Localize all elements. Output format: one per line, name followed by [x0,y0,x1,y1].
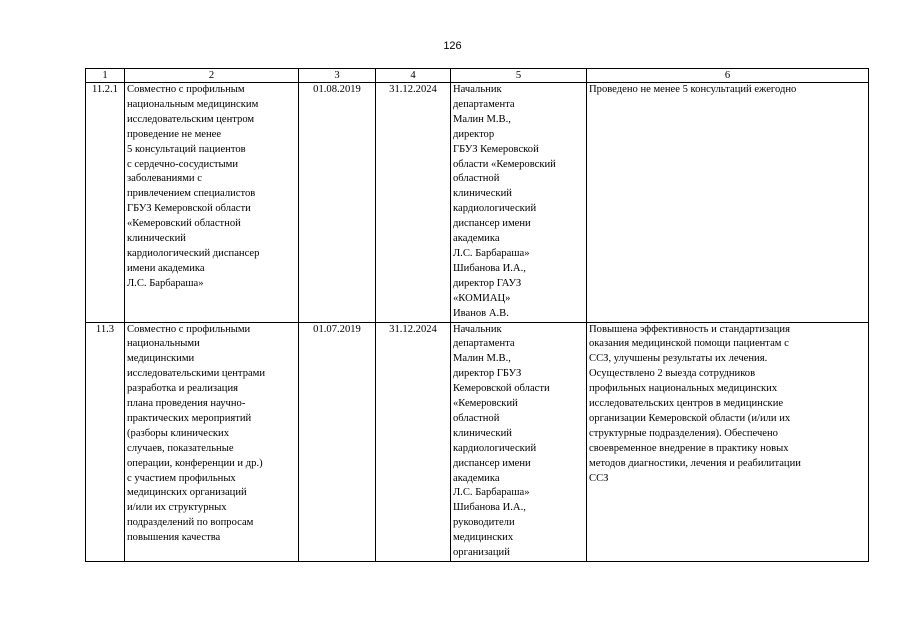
column-header: 2 [125,69,299,83]
responsible-cell: Начальник департамента Малин М.В., директор ГБУЗ Кемеровской области «Кемеровский областной клинический кардиологический диспансер имени академика Л.С. Барбараша» Шибанова И.А., директор ГАУЗ «КОМИАЦ» Иванов А.В. [451,83,587,323]
action-cell: Совместно с профильными национальными медицинскими исследовательскими центрами разработка и реализация плана проведения научно- практических мероприятий (разборы клинических случаев, показательные операции, конференции и др.) с участием профильных медицинских организаций и/или их структурных подразделений по вопросам повышения качества [125,322,299,562]
column-header: 1 [86,69,125,83]
start-date: 01.08.2019 [299,83,376,323]
column-header: 3 [299,69,376,83]
table-row [86,83,869,323]
column-header: 5 [451,69,587,83]
action-cell: Совместно с профильным национальным медицинским исследовательским центром проведение не менее 5 консультаций пациентов с сердечно-сосудистыми заболеваниями с привлечением специалистов ГБУЗ Кемеровской области «Кемеровский областной клинический кардиологический диспансер имени академика Л.С. Барбараша» [125,83,299,323]
page-number: 126 [443,40,462,52]
responsible-cell: Начальник департамента Малин М.В., директор ГБУЗ Кемеровской области «Кемеровский областной клинический кардиологический диспансер имени академика Л.С. Барбараша» Шибанова И.А., руководители медицинских организаций [451,322,587,562]
plan-table [85,68,869,562]
result-cell: Повышена эффективность и стандартизация оказания медицинской помощи пациентам с ССЗ, улучшены результаты их лечения. Осуществлено 2 выезда сотрудников профильных национальных медицинских исследовательских центров в медицинские организации Кемеровской области (и/или их структурные подразделения). Обеспечено своевременное внедрение в практику новых методов диагностики, лечения и реабилитации ССЗ [587,322,869,562]
column-header: 4 [376,69,451,83]
row-number: 11.2.1 [86,83,125,323]
result-cell: Проведено не менее 5 консультаций ежегодно [587,83,869,323]
end-date: 31.12.2024 [376,83,451,323]
end-date: 31.12.2024 [376,322,451,562]
column-header: 6 [587,69,869,83]
table-header-row [86,69,869,83]
start-date: 01.07.2019 [299,322,376,562]
row-number: 11.3 [86,322,125,562]
table-row [86,322,869,562]
